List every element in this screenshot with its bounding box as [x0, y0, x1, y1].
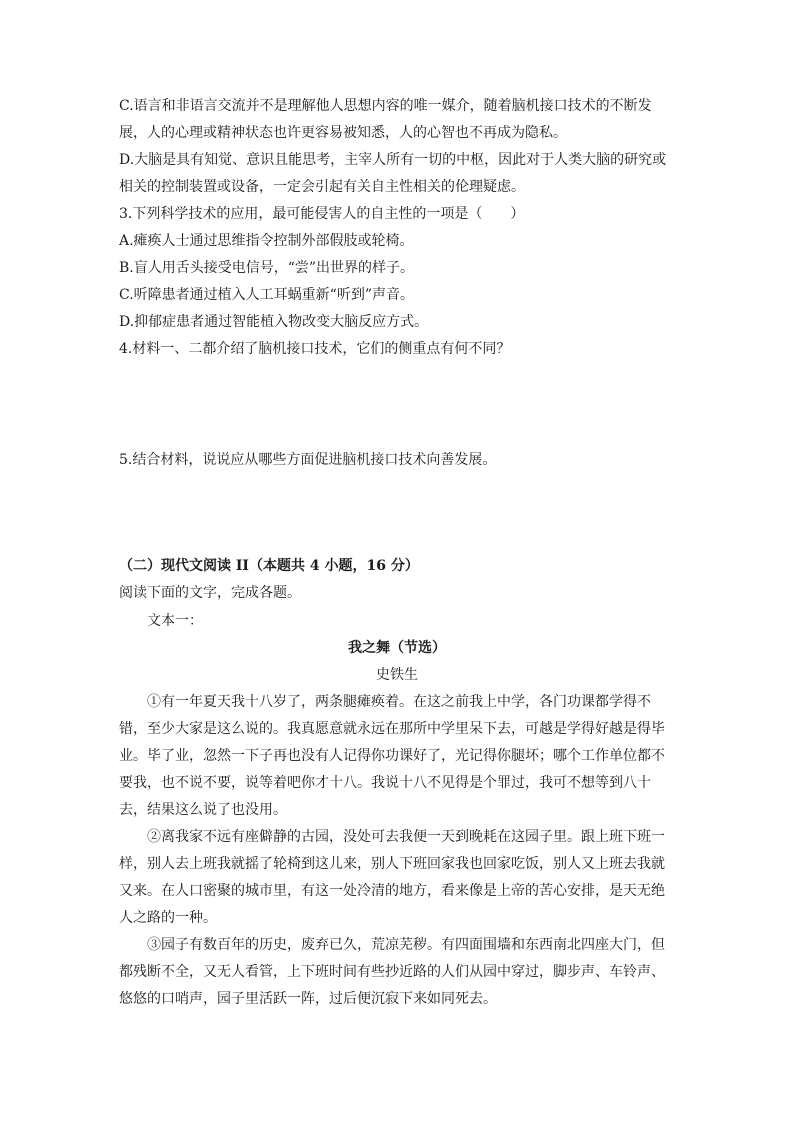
paragraph-2-line: 样，别人去上班我就摇了轮椅到这儿来，别人下班回家我也回家吃饭，别人又上班去我就: [119, 856, 665, 872]
question-3-stem: 3.下列科学技术的应用，最可能侵害人的自主性的一项是（ ）: [119, 206, 525, 222]
option-c-line-1: C.语言和非语言交流并不是理解他人思想内容的唯一媒介，随着脑机接口技术的不断发: [119, 98, 652, 114]
paragraph-3-line: ③园子有数百年的历史，废弃已久，荒凉芜秽。有四面围墙和东西南北四座大门，但: [147, 937, 665, 953]
question-3-option-a: A.瘫痪人士通过思维指令控制外部假肢或轮椅。: [119, 233, 414, 249]
question-4-stem: 4.材料一、二都介绍了脑机接口技术，它们的侧重点有何不同？: [119, 341, 511, 357]
question-3-option-c: C.听障患者通过植入人工耳蜗重新“听到”声音。: [119, 287, 414, 303]
article-author: 史铁生: [376, 667, 418, 683]
paragraph-1-line: ①有一年夏天我十八岁了，两条腿瘫痪着。在这之前我上中学，各门功课都学得不: [147, 694, 651, 710]
article-title: 我之舞（节选）: [348, 640, 446, 656]
option-c-line-2: 展，人的心理或精神状态也许更容易被知悉，人的心智也不再成为隐私。: [119, 125, 567, 141]
paragraph-3-line: 都残断不全，又无人看管，上下班时间有些抄近路的人们从园中穿过，脚步声、车铃声、: [119, 964, 665, 980]
question-5-stem: 5.结合材料，说说应从哪些方面促进脑机接口技术向善发展。: [119, 452, 497, 468]
option-d-line-1: D.大脑是具有知觉、意识且能思考，主宰人所有一切的中枢，因此对于人类大脑的研究或: [119, 152, 667, 168]
question-3-option-d: D.抑郁症患者通过智能植入物改变大脑反应方式。: [119, 314, 429, 330]
paragraph-3-line: 悠悠的口哨声，园子里活跃一阵，过后便沉寂下来如同死去。: [119, 991, 497, 1007]
text-label: 文本一：: [147, 613, 203, 629]
paragraph-1-line: 业。毕了业，忽然一下子再也没有人记得你功课好了，光记得你腿坏；哪个工作单位都不: [119, 748, 665, 764]
question-3-option-b: B.盲人用舌头接受电信号，“尝”出世界的样子。: [119, 260, 415, 276]
section-heading: （二）现代文阅读 II（本题共 4 小题，16 分）: [119, 558, 419, 574]
section-instruction: 阅读下面的文字，完成各题。: [119, 585, 301, 601]
paragraph-1-line: 错，至少大家是这么说的。我真愿意就永远在那所中学里呆下去，可越是学得好越是得毕: [119, 721, 665, 737]
paragraph-2-line: 又来。在人口密聚的城市里，有这一处冷清的地方，看来像是上帝的苦心安排，是天无绝: [119, 883, 665, 899]
paragraph-1-line: 去，结果这么说了也没用。: [119, 802, 287, 818]
paragraph-1-line: 要我，也不说不要，说等着吧你才十八。我说十八不见得是个罪过，我可不想等到八十: [119, 775, 651, 791]
paragraph-2-line: 人之路的一种。: [119, 910, 217, 926]
paragraph-2-line: ②离我家不远有座僻静的古园，没处可去我便一天到晚耗在这园子里。跟上班下班一: [147, 829, 665, 845]
option-d-line-2: 相关的控制装置或设备，一定会引起有关自主性相关的伦理疑虑。: [119, 179, 525, 195]
